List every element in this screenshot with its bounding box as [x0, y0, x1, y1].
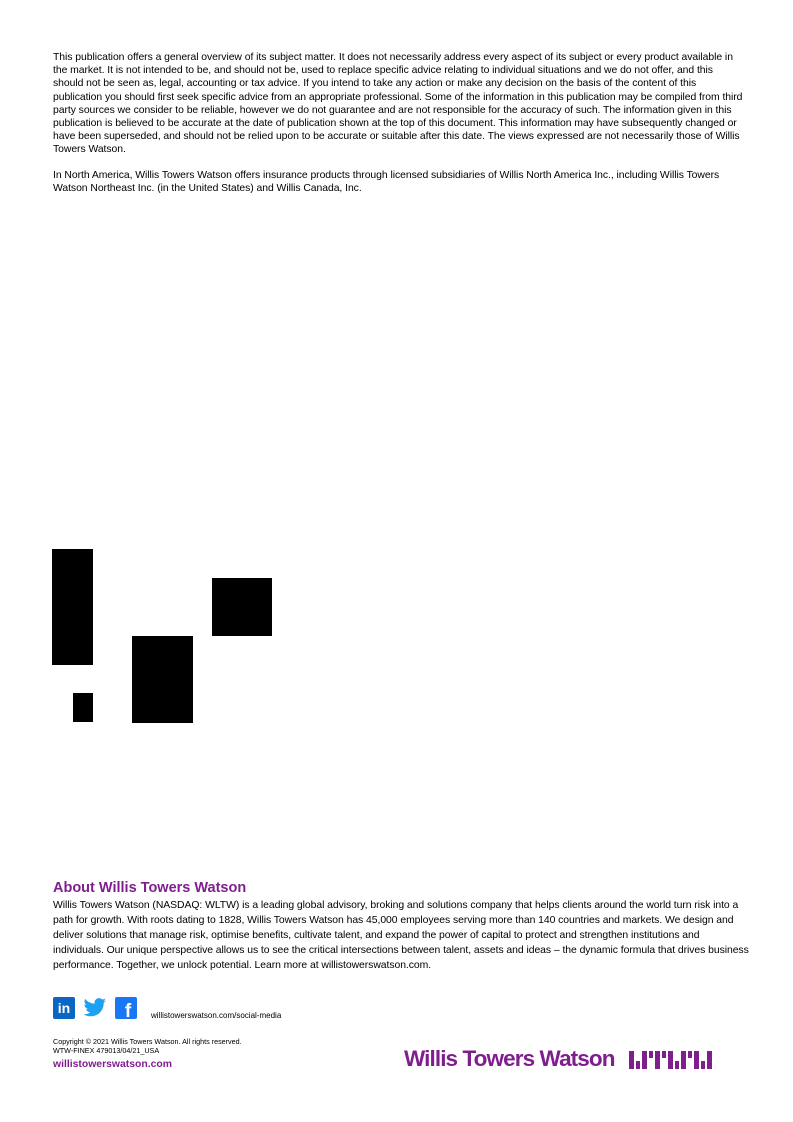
- disclaimer: [53, 51, 743, 207]
- linkedin-icon[interactable]: [53, 997, 75, 1024]
- twitter-icon[interactable]: [83, 998, 107, 1023]
- linkedin-glyph: in: [57, 999, 71, 1016]
- north-america-notice: In North America, Willis Towers Watson offers insurance products through licensed subsidiaries of Willis North America Inc., including Willis Towers Watson Northeast Inc. (in the United States) and Willis Canada, Inc.: [53, 169, 720, 194]
- copyright-block: [53, 1037, 242, 1055]
- social-links: [53, 998, 281, 1022]
- graphic-block-small: [73, 693, 93, 722]
- graphic-block-square: [212, 578, 272, 636]
- disclaimer-paragraph: This publication offers a general overview of its subject matter. It does not necessarily address every aspect of its subject or every product available in the market. It is not intended to be, and should not be, used to replace specific advice relating to individual situations and we do not offer, and this should not be seen as, legal, accounting or tax advice. If you intend to take any action or make any decision on the basis of the content of this publication you should first seek specific advice from an appropriate professional. Some of the information in this publication may be compiled from third party sources we consider to be reliable, however we do not guarantee and are not responsible for the accuracy of such. The information given in this publication is believed to be accurate at the date of publication shown at the top of this document. This information may have subsequently changed or have been superseded, and should not be relied upon to be accurate or suitable after this date. The views expressed are not necessarily those of Willis Towers Watson.: [53, 52, 743, 156]
- graphic-block-medium: [132, 636, 193, 723]
- document-reference: WTW-FINEX 479013/04/21_USA: [53, 1046, 160, 1055]
- about-section: [53, 880, 753, 974]
- about-body: Willis Towers Watson (NASDAQ: WLTW) is a leading global advisory, broking and solutions company that helps clients around the world turn risk into a path for growth. With roots dating to 1828, Willis Towers Watson has 45,000 employees serving more than 140 countries and markets. We design and deliver solutions that manage risk, optimise benefits, cultivate talent, and expand the power of capital to protect and strengthen institutions and individuals. Our unique perspective allows us to see the critical intersections between talent, assets and ideas – the dynamic formula that drives business performance. Together, we unlock potential. Learn more at willistowerswatson.com.: [53, 900, 749, 971]
- logo-wordmark: Willis Towers Watson: [404, 1046, 615, 1071]
- facebook-glyph: f: [124, 1000, 132, 1019]
- copyright-text: Copyright © 2021 Willis Towers Watson. All rights reserved.: [53, 1037, 242, 1046]
- website-link[interactable]: willistowerswatson.com: [53, 1059, 172, 1070]
- facebook-icon[interactable]: [115, 997, 137, 1024]
- logo-bars-icon: [629, 1049, 713, 1069]
- social-media-link[interactable]: willistowerswatson.com/social-media: [151, 1010, 282, 1020]
- about-heading: About Willis Towers Watson: [53, 880, 247, 896]
- company-logo: [404, 1044, 713, 1074]
- graphic-block-tall: [52, 549, 93, 665]
